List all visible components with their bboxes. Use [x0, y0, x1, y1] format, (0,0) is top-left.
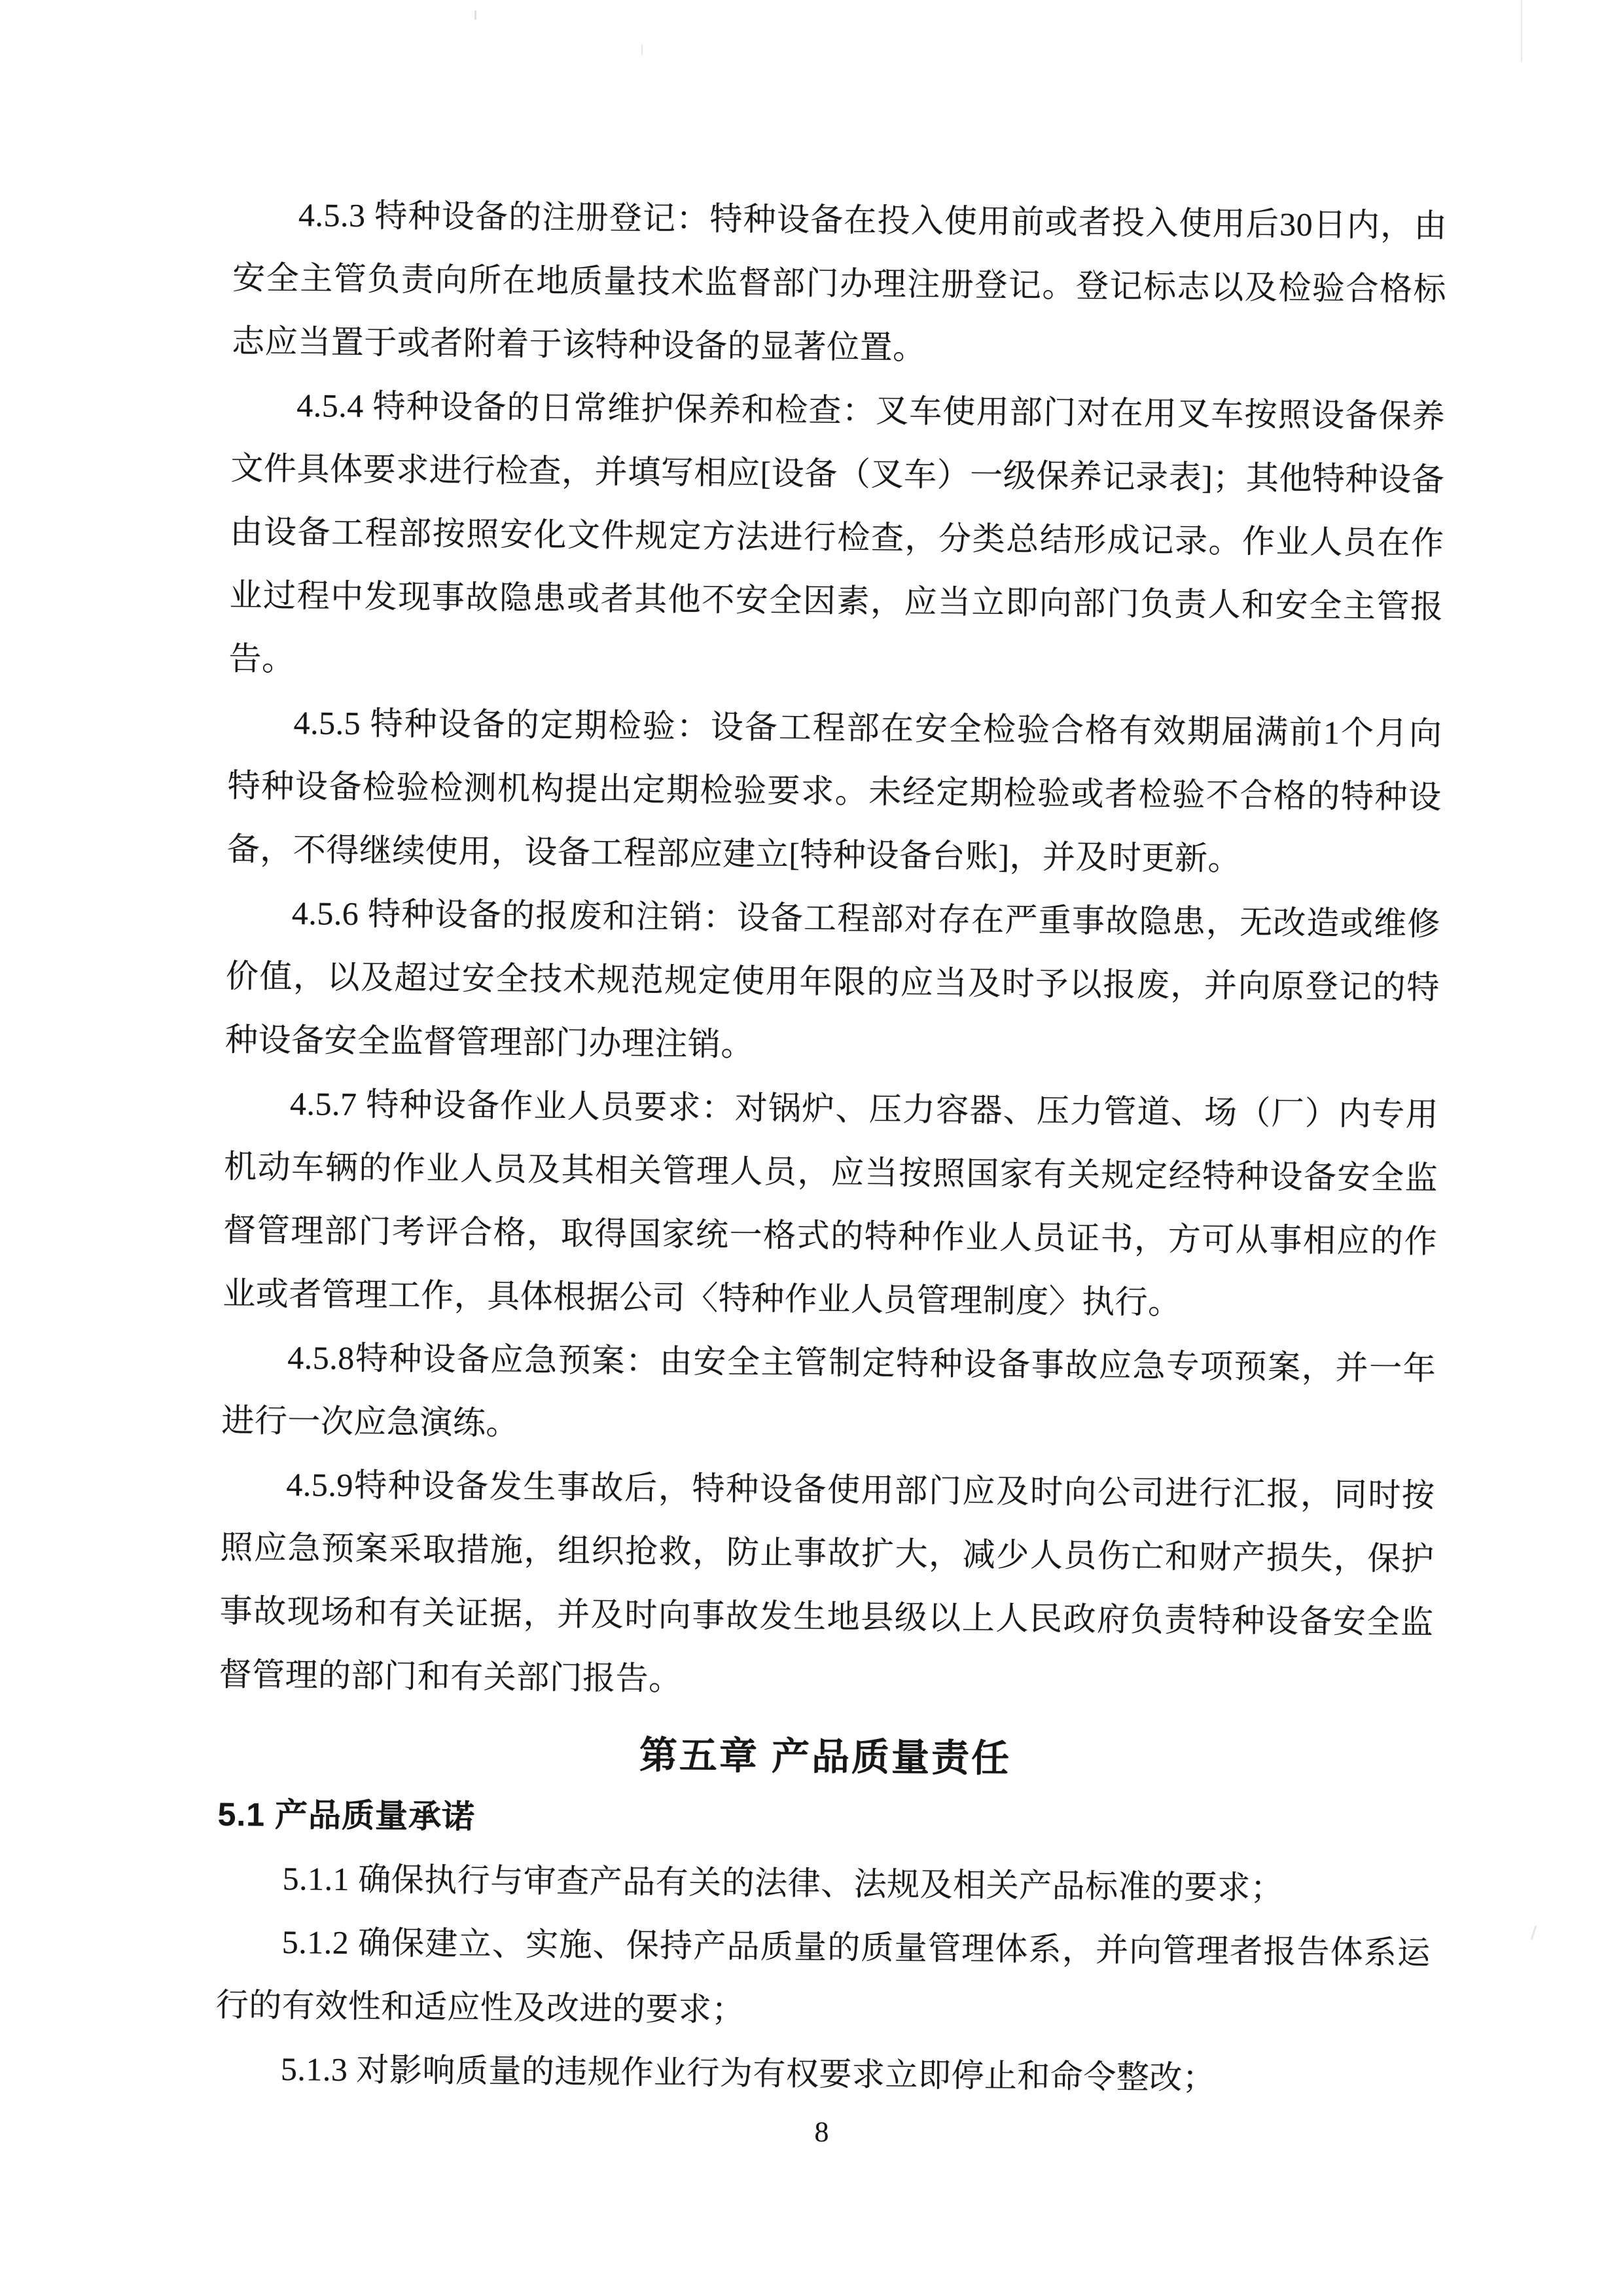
scan-artifact: [1531, 1926, 1537, 1940]
paragraph-4-5-6: 4.5.6 特种设备的报废和注销：设备工程部对存在严重事故隐患，无改造或维修价值，以及超过安全技术规范规定使用年限的应当及时予以报废，并向原登记的特种设备安全监督管理部门办理注销。: [224, 895, 1441, 1063]
paragraph-4-5-8: 4.5.8特种设备应急预案：由安全主管制定特种设备事故应急专项预案，并一年进行一次应急演练。: [221, 1339, 1436, 1442]
paragraph-4-5-5: 4.5.5 特种设备的定期检验：设备工程部在安全检验合格有效期届满前1个月向特种设备检验检测机构提出定期检验要求。未经定期检验或者检验不合格的特种设备，不得继续使用，设备工程部应建立[特种设备台账]，并及时更新。: [226, 704, 1442, 877]
section-heading: 5.1 产品质量承诺: [217, 1796, 476, 1835]
paragraph-4-5-7: 4.5.7 特种设备作业人员要求：对锅炉、压力容器、压力管道、场（厂）内专用机动车辆的作业人员及其相关管理人员，应当按照国家有关规定经特种设备安全监督管理部门考评合格，取得国家统一格式的特种作业人员证书，方可从事相应的作业或者管理工作，具体根据公司〈特种作业人员管理制度〉执行。: [223, 1085, 1439, 1321]
paragraph-5-1-3: 5.1.3 对影响质量的违规作业行为有权要求立即停止和命令整改；: [280, 2050, 1216, 2096]
chapter-heading: 第五章 产品质量责任: [639, 1734, 1012, 1780]
paragraph-5-1-2: 5.1.2 确保建立、实施、保持产品质量的质量管理体系，并向管理者报告体系运行的有效性和适应性及改进的要求；: [215, 1923, 1431, 2028]
scan-artifact: [641, 45, 643, 55]
scan-artifact: [474, 10, 476, 20]
scan-artifact: [1521, 0, 1522, 62]
paragraph-4-5-3: 4.5.3 特种设备的注册登记：特种设备在投入使用前或者投入使用后30日内，由安全主管负责向所在地质量技术监督部门办理注册登记。登记标志以及检验合格标志应当置于或者附着于该特种设备的显著位置。: [231, 196, 1448, 367]
page-content: [215, 183, 1448, 2158]
paragraph-4-5-9: 4.5.9特种设备发生事故后，特种设备使用部门应及时向公司进行汇报，同时按照应急预案采取措施，组织抢救，防止事故扩大，减少人员伤亡和财产损失，保护事故现场和有关证据，并及时向事故发生地县级以上人民政府负责特种设备安全监督管理的部门和有关部门报告。: [219, 1466, 1435, 1697]
page-number: 8: [814, 2115, 829, 2149]
paragraph-4-5-4: 4.5.4 特种设备的日常维护保养和检查：叉车使用部门对在用叉车按照设备保养文件具体要求进行检查，并填写相应[设备（叉车）一级保养记录表]；其他特种设备由设备工程部按照安化文件规定方法进行检查，分类总结形成记录。作业人员在作业过程中发现事故隐患或者其他不安全因素，应当立即向部门负责人和安全主管报告。: [228, 387, 1446, 678]
paragraph-5-1-1: 5.1.1 确保执行与审查产品有关的法律、法规及相关产品标准的要求；: [282, 1859, 1284, 1907]
